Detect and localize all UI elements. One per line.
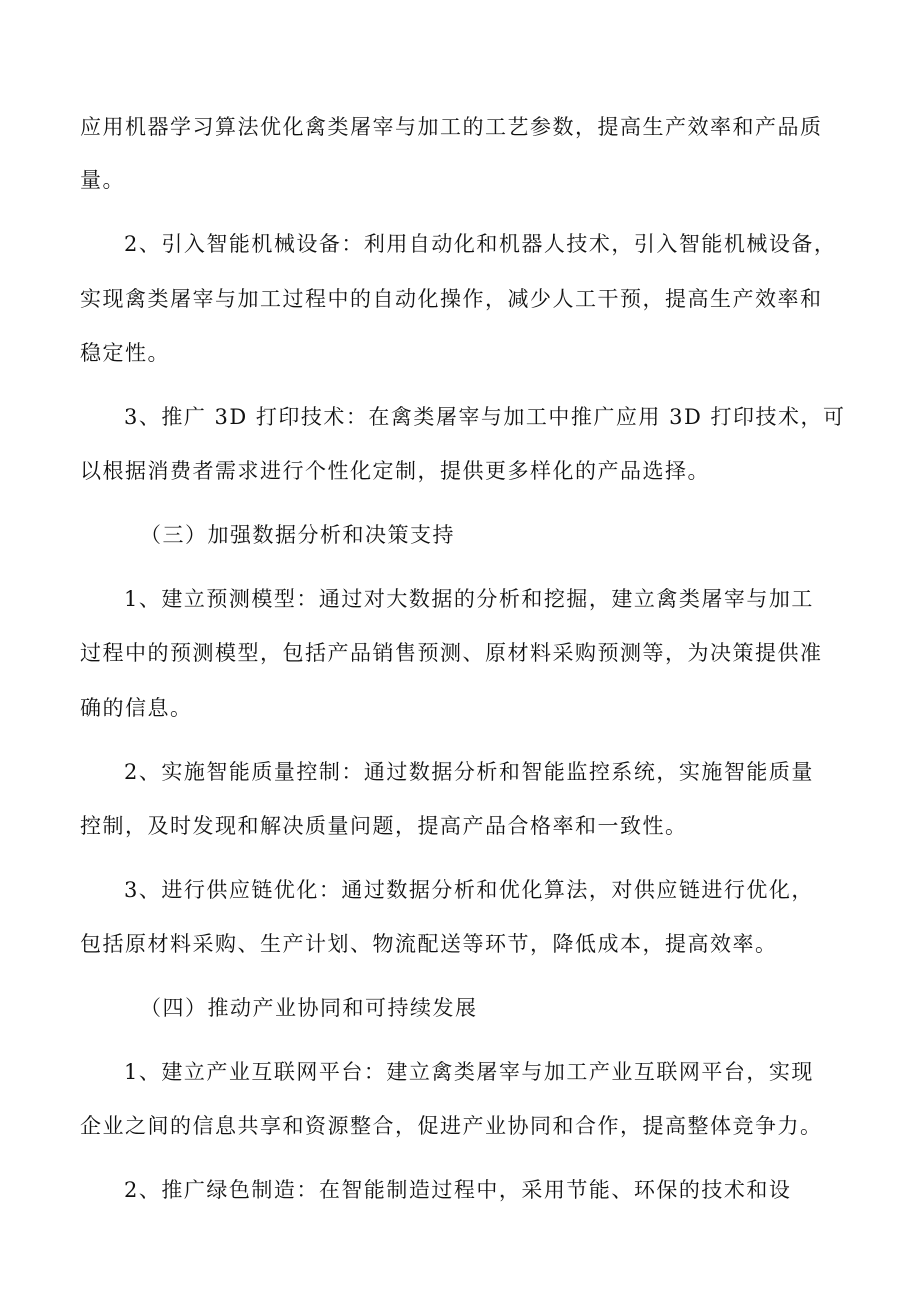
list-item-supply-chain: 3、进行供应链优化：通过数据分析和优化算法，对供应链进行优化，	[124, 878, 814, 902]
list-item-green-manufacturing: 2、推广绿色制造：在智能制造过程中，采用节能、环保的技术和设	[124, 1178, 792, 1202]
text-line: 控制，及时发现和解决质量问题，提高产品合格率和一致性。	[80, 814, 688, 838]
text-line: 确的信息。	[80, 696, 193, 720]
text-line: 应用机器学习算法优化禽类屠宰与加工的工艺参数，提高生产效率和产品质	[80, 115, 823, 139]
list-item-industrial-internet: 1、建立产业互联网平台：建立禽类屠宰与加工产业互联网平台，实现	[124, 1060, 814, 1084]
text-line: 量。	[80, 168, 125, 192]
section-heading-three: （三）加强数据分析和决策支持	[140, 523, 455, 547]
list-item-quality-control: 2、实施智能质量控制：通过数据分析和智能监控系统，实施智能质量	[124, 760, 814, 784]
text-line: 过程中的预测模型，包括产品销售预测、原材料采购预测等，为决策提供准	[80, 641, 823, 665]
text-line: 企业之间的信息共享和资源整合，促进产业协同和合作，提高整体竞争力。	[80, 1114, 823, 1138]
text-line: 稳定性。	[80, 341, 170, 365]
section-heading-four: （四）推动产业协同和可持续发展	[140, 996, 478, 1020]
text-line: 以根据消费者需求进行个性化定制，提供更多样化的产品选择。	[80, 459, 710, 483]
text-line: 实现禽类屠宰与加工过程中的自动化操作，减少人工干预，提高生产效率和	[80, 287, 823, 311]
list-item-3d-printing: 3、推广 3D 打印技术：在禽类屠宰与加工中推广应用 3D 打印技术，可	[124, 405, 846, 429]
list-item-intro-smart-machinery: 2、引入智能机械设备：利用自动化和机器人技术，引入智能机械设备，	[124, 232, 837, 256]
list-item-prediction-model: 1、建立预测模型：通过对大数据的分析和挖掘，建立禽类屠宰与加工	[124, 587, 814, 611]
text-line: 包括原材料采购、生产计划、物流配送等环节，降低成本，提高效率。	[80, 932, 778, 956]
